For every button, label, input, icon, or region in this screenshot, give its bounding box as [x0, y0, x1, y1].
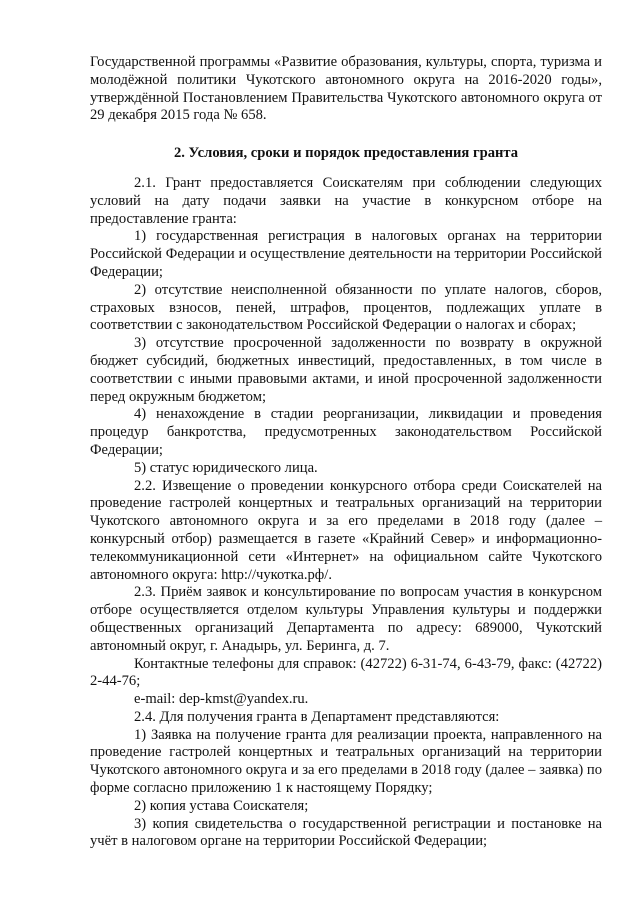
- condition-5: 5) статус юридического лица.: [134, 459, 318, 476]
- intro-paragraph: Государственной программы «Развитие образования, культуры, спорта, туризма и молодёжной политики Чукотского автономного округа на 2016-2020 годы», утверждённой Постановлением Правительства Чукотского автономного округа от 29 декабря 2015 года № 658.: [90, 54, 602, 124]
- contact-phones: Контактные телефоны для справок: (42722) 6-31-74, 6-43-79, факс: (42722) 2-44-76;: [90, 655, 602, 690]
- paragraph-2-1: 2.1. Грант предоставляется Соискателям при соблюдении следующих условий на дату подачи заявки на участие в конкурсном отборе на предоставление гранта:: [90, 174, 602, 227]
- condition-2: 2) отсутствие неисполненной обязанности по уплате налогов, сборов, страховых взносов, пеней, штрафов, процентов, подлежащих уплате в соответствии с законодательством Российской Федерации о налогах и сборах;: [90, 281, 602, 334]
- document-item-3: 3) копия свидетельства о государственной регистрации и постановке на учёт в налоговом органе на территории Российской Федерации;: [90, 815, 602, 850]
- paragraph-2-4: 2.4. Для получения гранта в Департамент представляются:: [134, 708, 500, 725]
- document-page: [90, 54, 602, 851]
- condition-1: 1) государственная регистрация в налоговых органах на территории Российской Федерации и осуществление деятельности на территории Российской Федерации;: [90, 228, 602, 280]
- condition-4: 4) ненахождение в стадии реорганизации, ликвидации и проведения процедур банкротства, предусмотренных законодательством Российской Федерации;: [90, 406, 602, 458]
- condition-3: 3) отсутствие просроченной задолженности по возврату в окружной бюджет субсидий, бюджетных инвестиций, предоставленных, в том числе в соответствии с иными правовыми актами, и иной просроченной задолженности перед окружным бюджетом;: [90, 335, 602, 405]
- document-item-2: 2) копия устава Соискателя;: [134, 797, 309, 814]
- paragraph-2-2: 2.2. Извещение о проведении конкурсного отбора среди Соискателей на проведение гастролей концертных и театральных организаций на территории Чукотского автономного округа и за его пределами в 2018 году (далее – конкурсный отбор) размещается в газете «Крайний Север» и информационно-телекоммуникационной сети «Интернет» на официальном сайте Чукотского автономного округа: http://чукотка.рф/.: [90, 477, 602, 583]
- document-item-1: 1) Заявка на получение гранта для реализации проекта, направленного на проведение гастролей концертных и театральных организаций на территории Чукотского автономного округа и за его пределами в 2018 году (далее – заявка) по форме согласно приложению 1 к настоящему Порядку;: [90, 726, 602, 797]
- contact-email: e-mail: dep-kmst@yandex.ru.: [134, 691, 309, 708]
- section-heading: 2. Условия, сроки и порядок предоставления гранта: [173, 145, 519, 162]
- paragraph-2-3: 2.3. Приём заявок и консультирование по вопросам участия в конкурсном отборе осуществляется отделом культуры Управления культуры и поддержки общественных организаций Департамента по адресу: 689000, Чукотский автономный округ, г. Анадырь, ул. Беринга, д. 7.: [90, 584, 602, 654]
